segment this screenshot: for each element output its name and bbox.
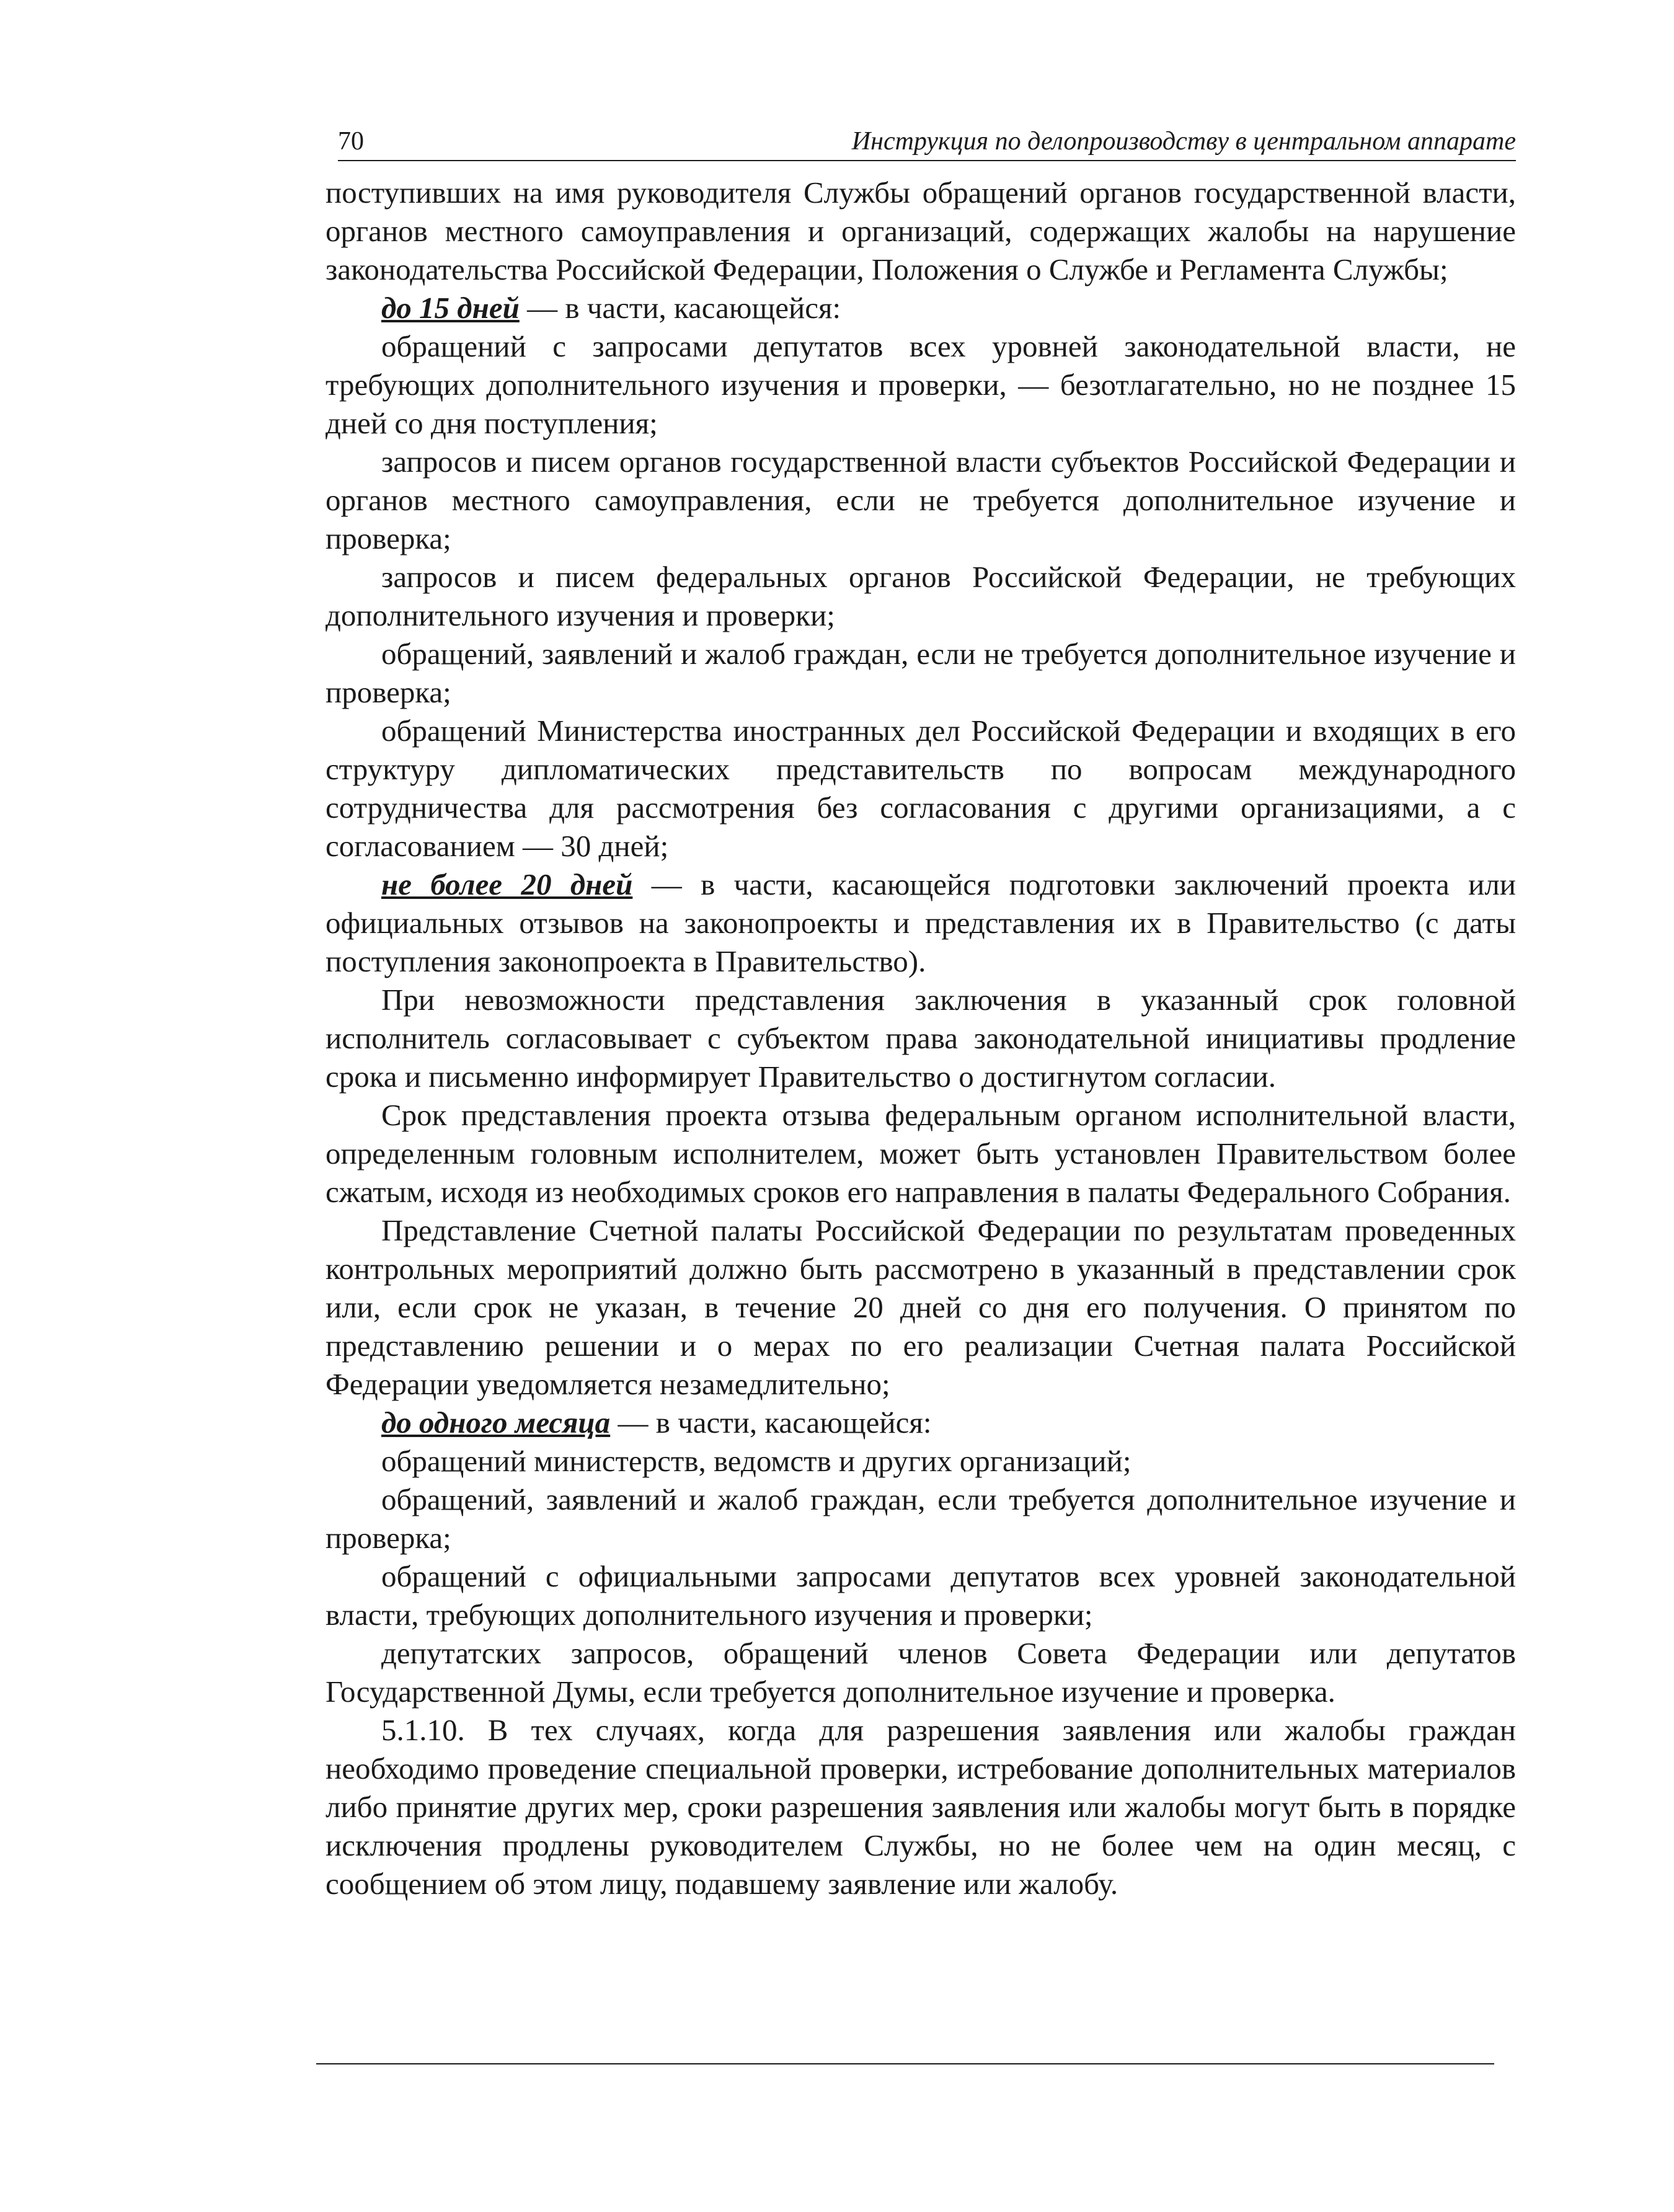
deadline-term: до одного месяца (381, 1405, 611, 1440)
paragraph: обращений с официальными запросами депутатов всех уровней законодательной власти, требующих дополнительного изучения и проверки; (326, 1559, 1516, 1632)
paragraph: запросов и писем федеральных органов Российской Федерации, не требующих дополнительного изучения и проверки; (326, 560, 1516, 632)
paragraph: запросов и писем органов государственной власти субъектов Российской Федерации и органов местного самоуправления, если не требуется дополнительное изучение и проверка; (326, 445, 1516, 555)
deadline-scope: — в части, касающейся подготовки заключений проекта или официальных отзывов на законопроекты и представления их в Правительство (с даты поступления законопроекта в Правительство). (326, 867, 1517, 978)
paragraph: обращений министерств, ведомств и других организаций; (381, 1444, 1132, 1478)
deadline-heading (326, 1404, 1516, 1442)
page-header (338, 123, 1516, 161)
deadline-scope: — в части, касающейся: (610, 1405, 932, 1440)
deadline-heading (326, 289, 1516, 327)
page-number: 70 (338, 127, 364, 156)
paragraph: депутатских запросов, обращений членов Совета Федерации или депутатов Государственной Думы, если требуется дополнительное изучение и проверка. (326, 1636, 1516, 1709)
document-body (326, 174, 1516, 1903)
paragraph: 5.1.10. В тех случаях, когда для разрешения заявления или жалобы граждан необходимо проведение специальной проверки, истребование дополнительных материалов либо принятие других мер, сроки разрешения заявления или жалобы могут быть в порядке исключения продлены руководителем Службы, но не более чем на один месяц, с сообщением об этом лицу, подавшему заявление или жалобу. (326, 1713, 1516, 1901)
paragraph: обращений, заявлений и жалоб граждан, если не требуется дополнительное изучение и проверка; (326, 637, 1516, 709)
deadline-term: до 15 дней (381, 291, 520, 325)
paragraph: При невозможности представления заключения в указанный срок головной исполнитель согласовывает с субъектом права законодательной инициативы продление срока и письменно информирует Правительство о достигнутом согласии. (326, 983, 1516, 1094)
paragraph-continuation: поступивших на имя руководителя Службы обращений органов государственной власти, органов местного самоуправления и организаций, содержащих жалобы на нарушение законодательства Российской Федерации, Положения о Службе и Регламента Службы; (326, 175, 1516, 286)
running-title: Инструкция по делопроизводству в центральном аппарате (851, 127, 1516, 156)
deadline-heading (326, 865, 1516, 981)
deadline-scope: — в части, касающейся: (519, 291, 841, 325)
paragraph: обращений Министерства иностранных дел Российской Федерации и входящих в его структуру дипломатических представительств по вопросам международного сотрудничества для рассмотрения без согласования с другими организациями, а с согласованием — 30 дней; (326, 714, 1516, 863)
paragraph: Срок представления проекта отзыва федеральным органом исполнительной власти, определенным головным исполнителем, может быть установлен Правительством более сжатым, исходя из необходимых сроков его направления в палаты Федерального Собрания. (326, 1098, 1516, 1209)
deadline-term: не более 20 дней (381, 867, 633, 901)
paragraph: обращений с запросами депутатов всех уровней законодательной власти, не требующих дополнительного изучения и проверки, — безотлагательно, но не позднее 15 дней со дня поступления; (326, 329, 1516, 440)
footer-rule (316, 2063, 1494, 2064)
paragraph: Представление Счетной палаты Российской Федерации по результатам проведенных контрольных мероприятий должно быть рассмотрено в указанный в представлении срок или, если срок не указан, в течение 20 дней со дня его получения. О принятом по представлению решении и о мерах по его реализации Счетная палата Российской Федерации уведомляется незамедлительно; (326, 1213, 1516, 1401)
paragraph: обращений, заявлений и жалоб граждан, если требуется дополнительное изучение и проверка; (326, 1482, 1516, 1555)
